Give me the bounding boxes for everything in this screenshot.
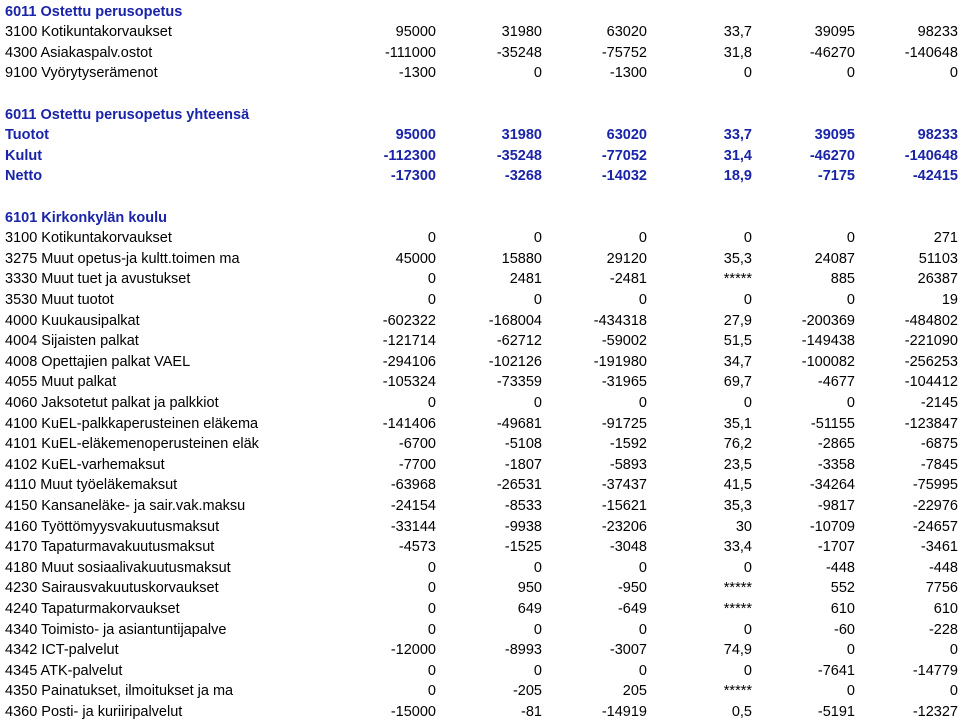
row-label: 3100 Kotikuntakorvaukset — [5, 24, 172, 41]
value-col-3: -191980 — [593, 353, 647, 370]
value-col-5: -7641 — [817, 662, 855, 679]
value-col-6: 0 — [949, 642, 958, 659]
value-col-4: 0 — [743, 65, 752, 82]
value-col-5: 39095 — [814, 127, 855, 144]
value-col-6: -22976 — [912, 497, 958, 514]
row-label: 4342 ICT-palvelut — [5, 642, 119, 659]
section-title: 6101 Kirkonkylän koulu — [5, 209, 167, 226]
account-row — [0, 434, 960, 455]
account-row — [0, 311, 960, 332]
value-col-3: 29120 — [606, 250, 647, 267]
value-col-5: -100082 — [801, 353, 855, 370]
value-col-2: -81 — [521, 703, 542, 720]
value-col-6: -7845 — [920, 456, 958, 473]
value-col-4: 23,5 — [723, 456, 752, 473]
value-col-6: -3461 — [920, 539, 958, 556]
value-col-4: 0 — [743, 394, 752, 411]
value-col-6: -228 — [928, 621, 958, 638]
value-col-5: -34264 — [809, 477, 855, 494]
value-col-4: 51,5 — [723, 333, 752, 350]
value-col-1: 0 — [427, 271, 436, 288]
value-col-3: -5893 — [609, 456, 647, 473]
value-col-6: -6875 — [920, 436, 958, 453]
value-col-3: -3048 — [609, 539, 647, 556]
value-col-1: 45000 — [395, 250, 436, 267]
value-col-3: 63020 — [606, 24, 647, 41]
value-col-2: 15880 — [501, 250, 542, 267]
value-col-1: -294106 — [382, 353, 436, 370]
value-col-6: -484802 — [904, 312, 958, 329]
value-col-6: 0 — [949, 683, 958, 700]
value-col-2: 0 — [533, 394, 542, 411]
value-col-4: 27,9 — [723, 312, 752, 329]
account-row — [0, 331, 960, 352]
row-label: Netto — [5, 168, 43, 185]
account-row — [0, 290, 960, 311]
value-col-4: 31,8 — [723, 44, 752, 61]
value-col-1: -112300 — [383, 147, 436, 164]
value-col-5: -149438 — [801, 333, 855, 350]
value-col-3: -15621 — [601, 497, 647, 514]
value-col-1: -24154 — [390, 497, 436, 514]
value-col-6: 98233 — [917, 127, 958, 144]
value-col-1: 0 — [427, 559, 436, 576]
value-col-4: 74,9 — [723, 642, 752, 659]
value-col-4: 41,5 — [723, 477, 752, 494]
value-col-4: 0 — [743, 230, 752, 247]
value-col-5: -4677 — [817, 374, 855, 391]
value-col-2: -1807 — [504, 456, 542, 473]
section-title: 6011 Ostettu perusopetus yhteensä — [5, 106, 250, 123]
value-col-6: -42415 — [912, 168, 958, 185]
value-col-2: 0 — [533, 291, 542, 308]
value-col-5: 39095 — [814, 24, 855, 41]
value-col-4: 69,7 — [723, 374, 752, 391]
value-col-4: 35,3 — [723, 497, 752, 514]
total-row-tuotot — [0, 125, 960, 146]
account-row — [0, 661, 960, 682]
value-col-6: 610 — [933, 600, 958, 617]
row-label: 9100 Vyörytyserämenot — [5, 65, 158, 82]
section-header-6011-ostettu-perusopetus-yhteens — [0, 105, 960, 126]
value-col-5: -5191 — [817, 703, 855, 720]
row-label: 4360 Posti- ja kuriiripalvelut — [5, 703, 183, 720]
account-row — [0, 640, 960, 661]
row-label: 3100 Kotikuntakorvaukset — [5, 230, 172, 247]
value-col-1: 0 — [427, 621, 436, 638]
row-label: 4060 Jaksotetut palkat ja palkkiot — [5, 394, 219, 411]
value-col-4: 0 — [743, 291, 752, 308]
account-row — [0, 537, 960, 558]
value-col-4: 0,5 — [731, 703, 752, 720]
account-row — [0, 43, 960, 64]
value-col-2: -8533 — [504, 497, 542, 514]
value-col-4: 34,7 — [723, 353, 752, 370]
value-col-5: 0 — [846, 230, 855, 247]
value-col-5: -46270 — [809, 44, 855, 61]
value-col-4: ***** — [723, 600, 752, 617]
value-col-1: -7700 — [398, 456, 436, 473]
value-col-5: -1707 — [817, 539, 855, 556]
account-row — [0, 620, 960, 641]
value-col-6: -14779 — [912, 662, 958, 679]
value-col-3: -75752 — [601, 44, 647, 61]
value-col-2: -9938 — [504, 518, 542, 535]
value-col-3: -59002 — [601, 333, 647, 350]
value-col-2: 649 — [517, 600, 542, 617]
value-col-3: -31965 — [601, 374, 647, 391]
row-label: Tuotot — [5, 127, 50, 144]
value-col-3: -3007 — [609, 642, 647, 659]
value-col-3: -2481 — [609, 271, 647, 288]
account-row — [0, 228, 960, 249]
value-col-6: 19 — [941, 291, 958, 308]
account-row — [0, 702, 960, 722]
value-col-1: -121714 — [382, 333, 436, 350]
value-col-2: -168004 — [488, 312, 542, 329]
value-col-6: -256253 — [904, 353, 958, 370]
value-col-6: -75995 — [912, 477, 958, 494]
row-label: 4350 Painatukset, ilmoitukset ja ma — [5, 683, 234, 700]
section-header-6101-kirkonkyl-n-koulu — [0, 208, 960, 229]
value-col-1: -6700 — [398, 436, 436, 453]
value-col-5: -10709 — [809, 518, 855, 535]
value-col-2: 0 — [533, 230, 542, 247]
value-col-6: -448 — [928, 559, 958, 576]
value-col-1: -15000 — [390, 703, 436, 720]
row-label: Kulut — [5, 147, 43, 164]
account-row — [0, 558, 960, 579]
value-col-6: -123847 — [904, 415, 958, 432]
value-col-3: 63020 — [606, 127, 647, 144]
value-col-5: 0 — [846, 65, 855, 82]
value-col-5: 24087 — [814, 250, 855, 267]
row-label: 3530 Muut tuotot — [5, 291, 114, 308]
value-col-1: 0 — [427, 291, 436, 308]
value-col-4: 33,7 — [723, 24, 752, 41]
value-col-3: 0 — [638, 559, 647, 576]
value-col-6: -140648 — [904, 44, 958, 61]
value-col-3: -14919 — [601, 703, 647, 720]
value-col-6: 51103 — [918, 250, 958, 267]
value-col-4: 30 — [735, 518, 752, 535]
value-col-1: 0 — [427, 230, 436, 247]
value-col-2: -26531 — [496, 477, 542, 494]
value-col-3: -77052 — [601, 147, 647, 164]
value-col-1: -12000 — [390, 642, 436, 659]
value-col-1: 0 — [427, 580, 436, 597]
value-col-6: -140648 — [904, 147, 958, 164]
value-col-6: 98233 — [917, 24, 958, 41]
account-row — [0, 249, 960, 270]
value-col-4: ***** — [723, 271, 752, 288]
value-col-1: -33144 — [390, 518, 436, 535]
value-col-2: -35248 — [496, 44, 542, 61]
value-col-2: -35248 — [496, 147, 542, 164]
value-col-2: 2481 — [509, 271, 542, 288]
value-col-1: -4573 — [398, 539, 436, 556]
value-col-4: 33,7 — [723, 127, 752, 144]
value-col-1: -1300 — [398, 65, 436, 82]
value-col-2: -205 — [512, 683, 542, 700]
value-col-5: -200369 — [801, 312, 855, 329]
account-row — [0, 63, 960, 84]
value-col-4: 33,4 — [723, 539, 752, 556]
value-col-5: -60 — [834, 621, 855, 638]
value-col-2: -102126 — [488, 353, 542, 370]
row-label: 4345 ATK-palvelut — [5, 662, 123, 679]
value-col-6: 26387 — [917, 271, 958, 288]
section-header-6011-ostettu-perusopetus — [0, 2, 960, 23]
row-label: 4170 Tapaturmavakuutusmaksut — [5, 539, 215, 556]
value-col-2: -5108 — [504, 436, 542, 453]
value-col-2: -1525 — [504, 539, 542, 556]
row-label: 4180 Muut sosiaalivakuutusmaksut — [5, 559, 231, 576]
value-col-6: -12327 — [912, 703, 958, 720]
value-col-3: -434318 — [593, 312, 647, 329]
value-col-4: 35,3 — [723, 250, 752, 267]
value-col-2: -3268 — [504, 168, 542, 185]
value-col-1: 0 — [427, 662, 436, 679]
total-row-netto — [0, 166, 960, 187]
account-row — [0, 22, 960, 43]
row-label: 4101 KuEL-eläkemenoperusteinen eläk — [5, 436, 259, 453]
account-row — [0, 496, 960, 517]
value-col-5: -7175 — [817, 168, 855, 185]
account-row — [0, 269, 960, 290]
value-col-5: -9817 — [817, 497, 855, 514]
value-col-4: ***** — [723, 580, 752, 597]
value-col-2: 0 — [533, 559, 542, 576]
value-col-6: -24657 — [912, 518, 958, 535]
value-col-5: -2865 — [817, 436, 855, 453]
value-col-1: -105324 — [382, 374, 436, 391]
value-col-2: 0 — [533, 621, 542, 638]
value-col-1: -111000 — [384, 44, 436, 61]
value-col-3: -649 — [617, 600, 647, 617]
account-row — [0, 578, 960, 599]
row-label: 4102 KuEL-varhemaksut — [5, 456, 165, 473]
row-label: 4008 Opettajien palkat VAEL — [5, 353, 191, 370]
row-label: 4000 Kuukausipalkat — [5, 312, 140, 329]
row-label: 4100 KuEL-palkkaperusteinen eläkema — [5, 415, 259, 432]
row-label: 4055 Muut palkat — [5, 374, 117, 391]
value-col-2: -62712 — [496, 333, 542, 350]
value-col-5: 610 — [830, 600, 855, 617]
value-col-5: -3358 — [817, 456, 855, 473]
account-row — [0, 455, 960, 476]
row-label: 4230 Sairausvakuutuskorvaukset — [5, 580, 219, 597]
value-col-5: 552 — [830, 580, 855, 597]
value-col-3: 0 — [638, 662, 647, 679]
account-row — [0, 372, 960, 393]
value-col-1: -17300 — [390, 168, 436, 185]
value-col-1: 95000 — [395, 24, 436, 41]
value-col-3: 0 — [638, 394, 647, 411]
value-col-4: 0 — [743, 662, 752, 679]
value-col-3: -1300 — [609, 65, 647, 82]
value-col-4: 0 — [743, 621, 752, 638]
value-col-5: 0 — [846, 394, 855, 411]
value-col-2: 31980 — [501, 24, 542, 41]
value-col-5: -46270 — [809, 147, 855, 164]
value-col-4: 31,4 — [723, 147, 752, 164]
value-col-2: 950 — [517, 580, 542, 597]
account-row — [0, 475, 960, 496]
value-col-2: 0 — [533, 662, 542, 679]
value-col-6: -104412 — [904, 374, 958, 391]
value-col-4: 76,2 — [723, 436, 752, 453]
value-col-5: 885 — [830, 271, 855, 288]
value-col-5: 0 — [846, 683, 855, 700]
value-col-1: 0 — [427, 394, 436, 411]
value-col-4: 18,9 — [723, 168, 752, 185]
row-label: 4004 Sijaisten palkat — [5, 333, 139, 350]
value-col-5: 0 — [846, 642, 855, 659]
value-col-3: -14032 — [601, 168, 647, 185]
value-col-3: 205 — [622, 683, 647, 700]
value-col-6: -221090 — [904, 333, 958, 350]
row-label: 4340 Toimisto- ja asiantuntijapalve — [5, 621, 227, 638]
account-row — [0, 681, 960, 702]
value-col-1: -602322 — [382, 312, 436, 329]
account-row — [0, 352, 960, 373]
value-col-4: 0 — [743, 559, 752, 576]
value-col-3: 0 — [638, 291, 647, 308]
value-col-5: 0 — [846, 291, 855, 308]
row-label: 3330 Muut tuet ja avustukset — [5, 271, 191, 288]
value-col-6: 7756 — [925, 580, 958, 597]
value-col-2: -49681 — [496, 415, 542, 432]
value-col-3: 0 — [638, 621, 647, 638]
value-col-6: 0 — [949, 65, 958, 82]
value-col-1: 0 — [427, 683, 436, 700]
row-label: 4110 Muut työeläkemaksut — [5, 477, 178, 494]
row-label: 4240 Tapaturmakorvaukset — [5, 600, 180, 617]
row-label: 4150 Kansaneläke- ja sair.vak.maksu — [5, 497, 246, 514]
value-col-3: -37437 — [601, 477, 647, 494]
row-label: 4300 Asiakaspalv.ostot — [5, 44, 153, 61]
value-col-3: -23206 — [601, 518, 647, 535]
account-row — [0, 517, 960, 538]
value-col-1: 0 — [427, 600, 436, 617]
section-title: 6011 Ostettu perusopetus — [5, 3, 183, 20]
value-col-6: 271 — [933, 230, 958, 247]
value-col-3: -91725 — [601, 415, 647, 432]
account-row — [0, 599, 960, 620]
value-col-2: -8993 — [504, 642, 542, 659]
value-col-1: 95000 — [395, 127, 436, 144]
value-col-2: 31980 — [501, 127, 542, 144]
row-label: 3275 Muut opetus-ja kultt.toimen ma — [5, 250, 240, 267]
value-col-4: 35,1 — [723, 415, 752, 432]
value-col-6: -2145 — [920, 394, 958, 411]
value-col-5: -51155 — [810, 415, 855, 432]
account-row — [0, 393, 960, 414]
row-label: 4160 Työttömyysvakuutusmaksut — [5, 518, 220, 535]
account-row — [0, 414, 960, 435]
value-col-3: 0 — [638, 230, 647, 247]
value-col-5: -448 — [825, 559, 855, 576]
value-col-1: -63968 — [390, 477, 436, 494]
value-col-2: -73359 — [496, 374, 542, 391]
value-col-3: -950 — [617, 580, 647, 597]
value-col-2: 0 — [533, 65, 542, 82]
total-row-kulut — [0, 146, 960, 167]
value-col-1: -141406 — [382, 415, 436, 432]
value-col-4: ***** — [723, 683, 752, 700]
value-col-3: -1592 — [609, 436, 647, 453]
